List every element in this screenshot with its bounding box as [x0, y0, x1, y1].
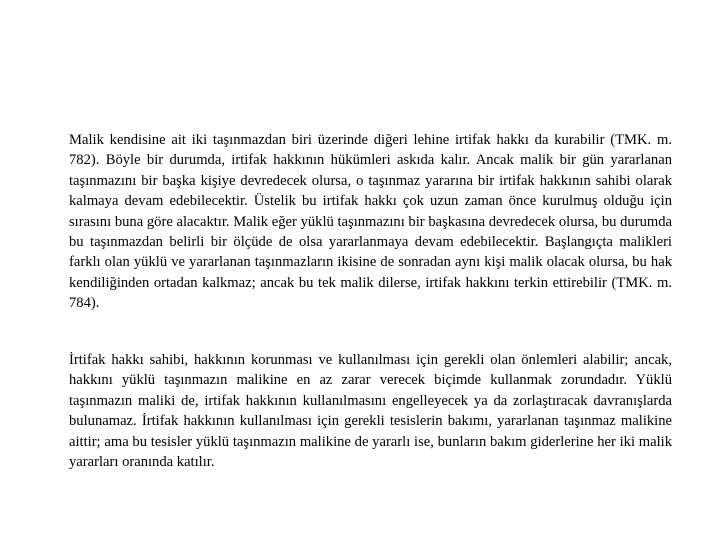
- paragraph-2-container: [69, 350, 672, 472]
- paragraph-1: Malik kendisine ait iki taşınmazdan biri üzerinde diğeri lehine irtifak hakkı da kurabilir (TMK. m. 782). Böyle bir durumda, irtifak hakkının hükümleri askıda kalır. Ancak malik bir gün yararlanan taşınmazını bir başka kişiye devredecek olursa, o taşınmaz yararına bir irtifak hakkının sahibi olarak kalmaya devam edebilecektir. Üstelik bu irtifak hakkı çok uzun zaman önce kurulmuş olduğu için sırasını buna göre alacaktır. Malik eğer yüklü taşınmazını bir başkasına devredecek olursa, bu durumda bu taşınmazdan belirli bir ölçüde de olsa yararlanmaya devam edebilecektir. Başlangıçta malikleri farklı olan yüklü ve yararlanan taşınmazların ikisine de sonradan aynı kişi malik olacak olursa, bu hak kendiliğinden ortadan kalkmaz; ancak bu tek malik dilerse, irtifak hakkını terkin ettirebilir (TMK. m. 784).: [69, 132, 672, 312]
- paragraph-2: İrtifak hakkı sahibi, hakkının korunması ve kullanılması için gerekli olan önlemleri alabilir; ancak, hakkını yüklü taşınmazın malikine en az zarar verecek biçimde kullanmak zorundadır. Yüklü taşınmazın maliki de, irtifak hakkının kullanılmasını engelleyecek ya da zorlaştıracak davranışlarda bulunamaz. İrtifak hakkının kullanılması için gerekli tesislerin bakımı, yararlanan taşınmaz malikine aittir; ama bu tesisler yüklü taşınmazın malikine de yararlı ise, bunların bakım giderlerine her iki malik yararları oranında katılır.: [69, 352, 672, 471]
- paragraph-1-container: [69, 130, 672, 314]
